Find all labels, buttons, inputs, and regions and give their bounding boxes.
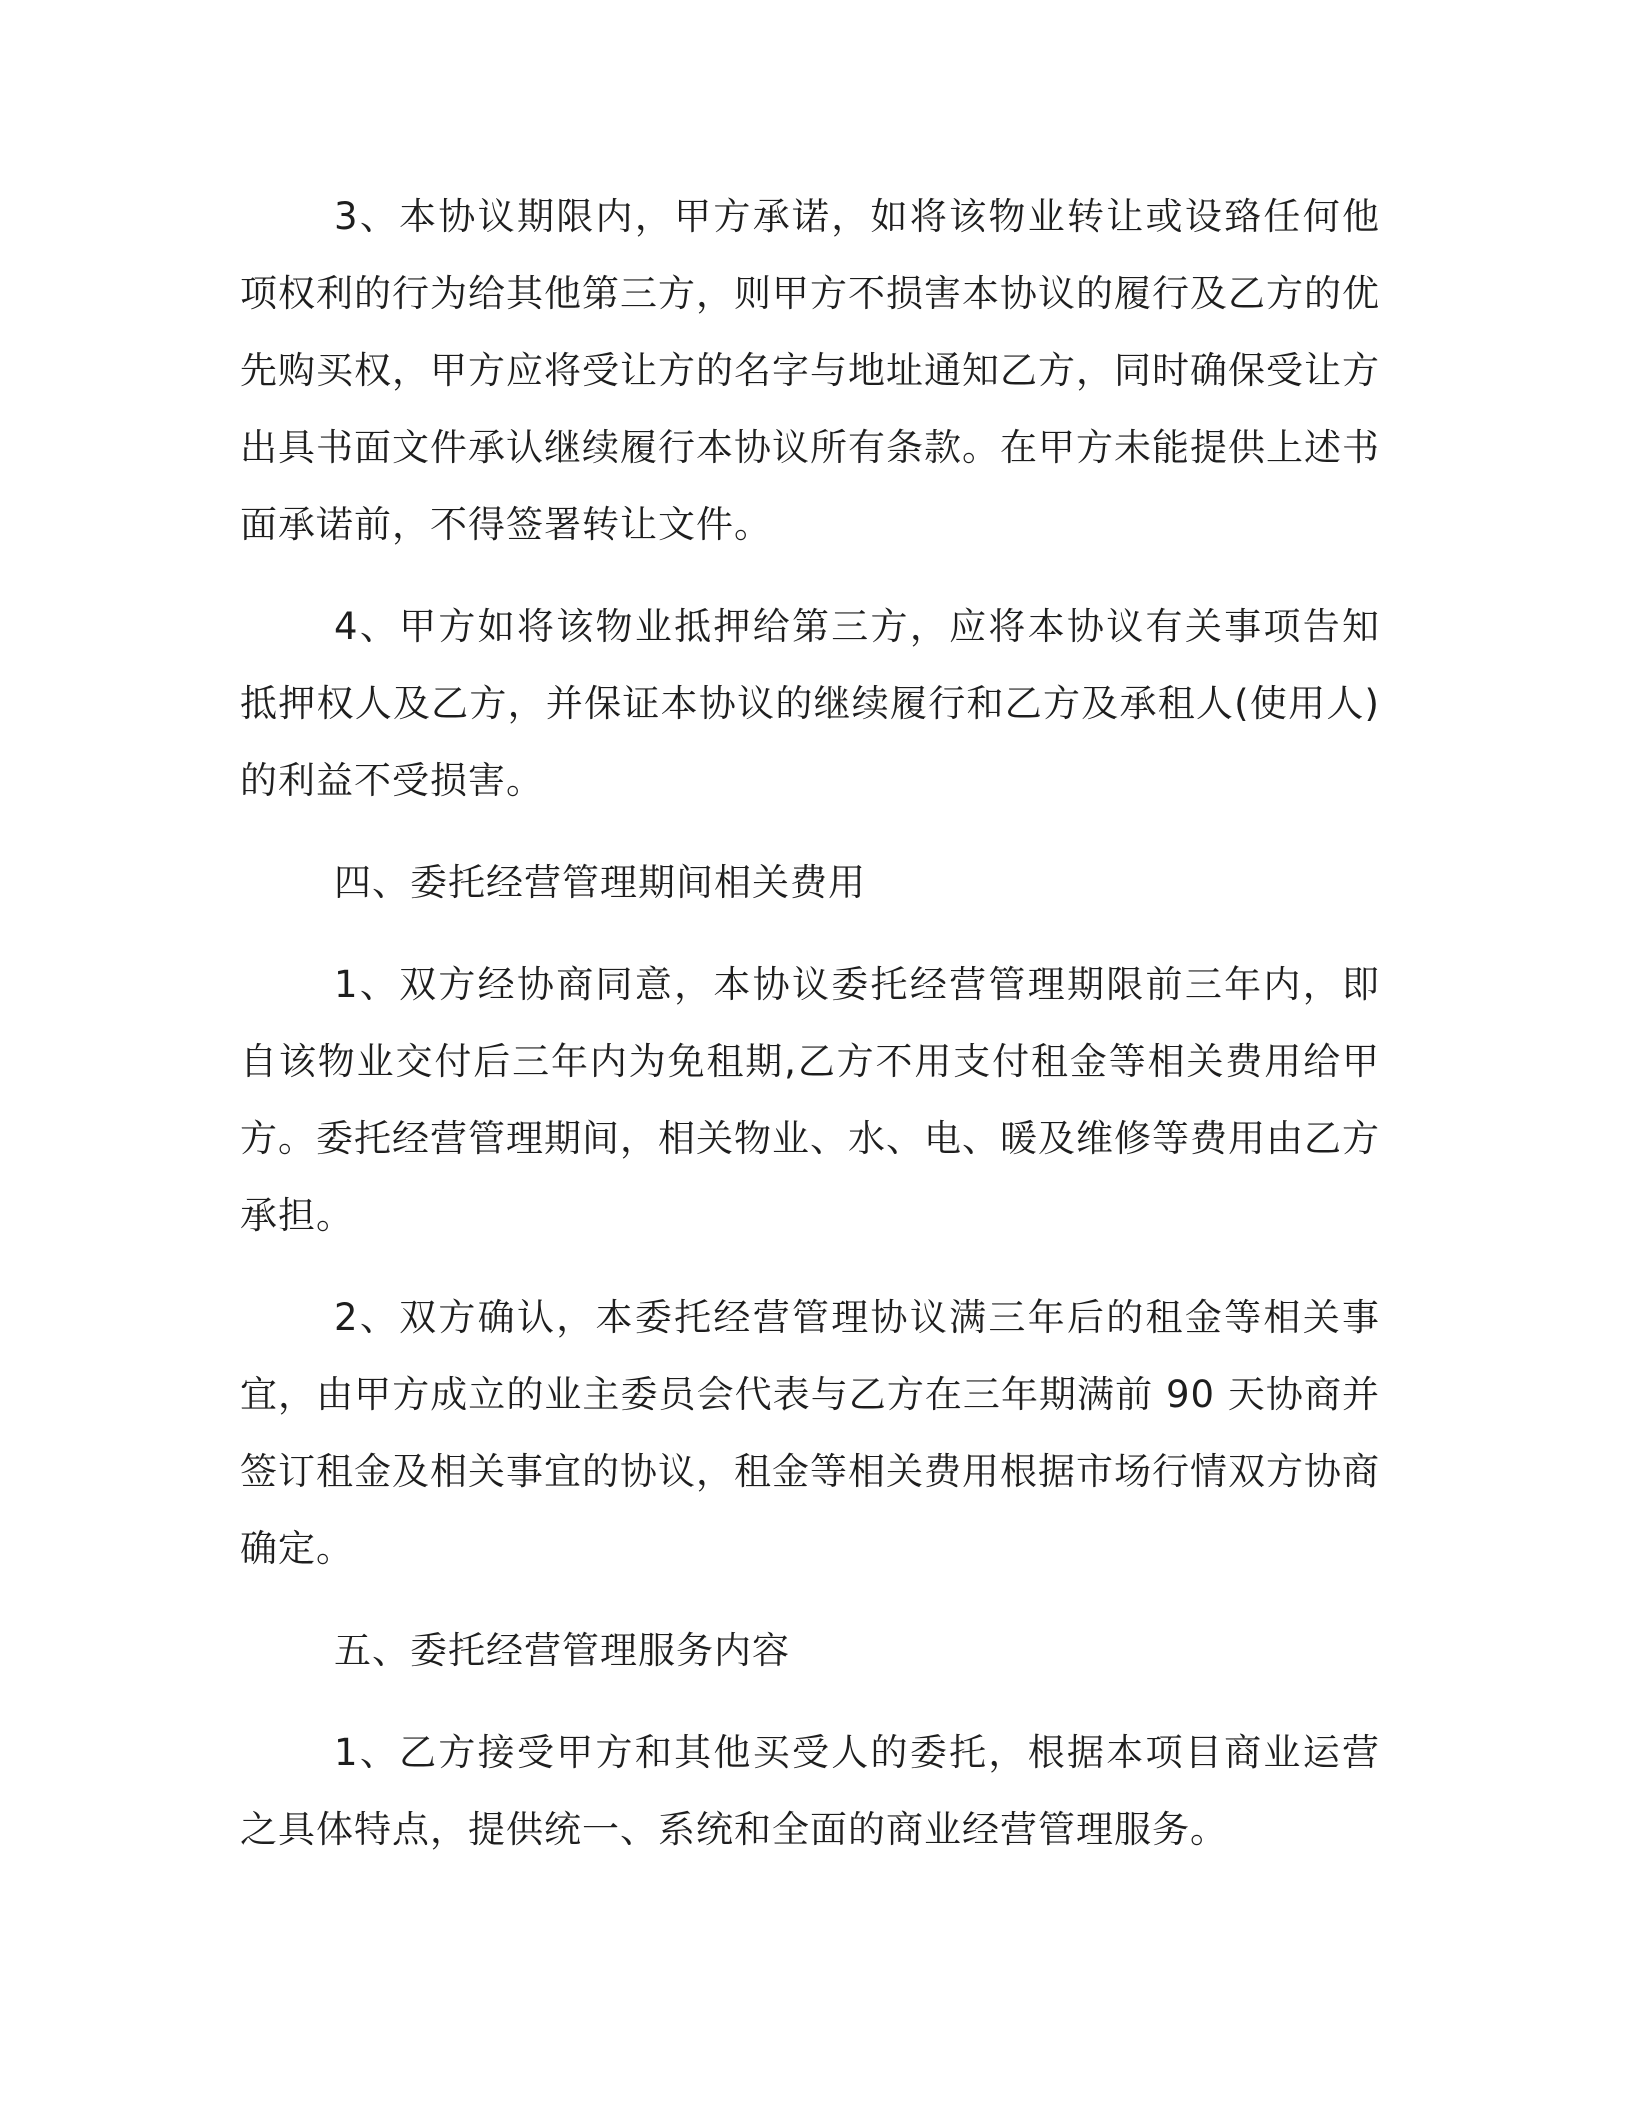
section-four-clause-2-paragraph: 2、双方确认，本委托经营管理协议满三年后的租金等相关事宜，由甲方成立的业主委员会代表与乙方在三年期满前 90 天协商并签订租金及相关事宜的协议，租金等相关费用根据市场行情双方协商确定。 — [240, 1296, 1380, 1570]
clause-3-paragraph: 3、本协议期限内，甲方承诺，如将该物业转让或设臵任何他项权利的行为给其他第三方，则甲方不损害本协议的履行及乙方的优先购买权，甲方应将受让方的名字与地址通知乙方，同时确保受让方出具书面文件承认继续履行本协议所有条款。在甲方未能提供上述书面承诺前，不得签署转让文件。 — [240, 195, 1380, 546]
section-five-heading: 五、委托经营管理服务内容 — [334, 1629, 790, 1672]
section-five-clause-1-paragraph: 1、乙方接受甲方和其他买受人的委托，根据本项目商业运营之具体特点，提供统一、系统和全面的商业经营管理服务。 — [240, 1731, 1380, 1851]
section-four-heading: 四、委托经营管理期间相关费用 — [334, 861, 866, 904]
document-body — [240, 178, 1380, 1893]
section-four-clause-1-paragraph: 1、双方经协商同意，本协议委托经营管理期限前三年内，即自该物业交付后三年内为免租期,乙方不用支付租金等相关费用给甲方。委托经营管理期间，相关物业、水、电、暖及维修等费用由乙方承担。 — [240, 963, 1380, 1237]
clause-4-paragraph: 4、甲方如将该物业抵押给第三方，应将本协议有关事项告知抵押权人及乙方，并保证本协议的继续履行和乙方及承租人(使用人)的利益不受损害。 — [240, 605, 1380, 802]
